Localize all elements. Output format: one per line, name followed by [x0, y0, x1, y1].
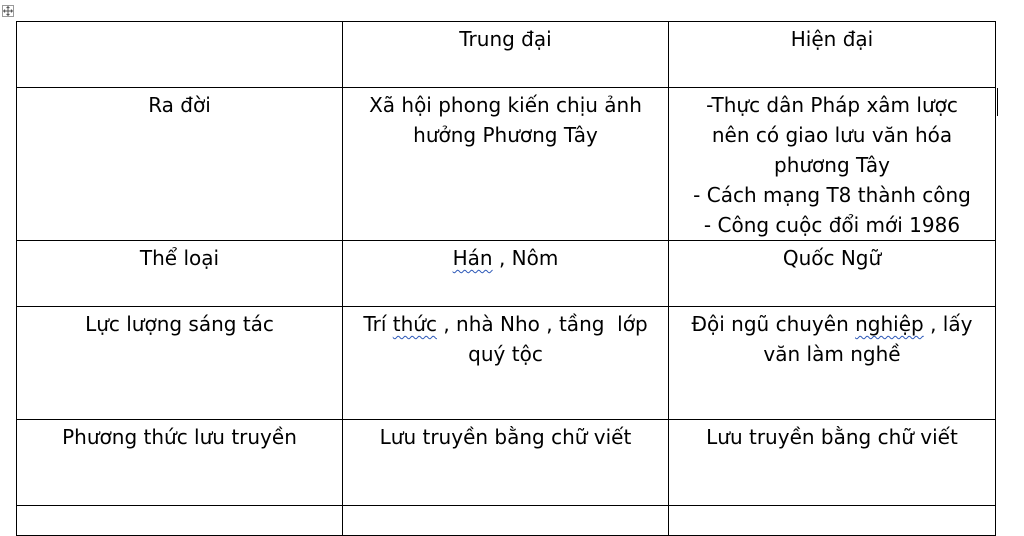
cell-line: -Thực dân Pháp xâm lược	[706, 93, 958, 117]
cell-line: văn làm nghề	[763, 342, 901, 366]
header-cell-hien-dai[interactable]: Hiện đại	[669, 22, 996, 88]
spellcheck-word: nghiệp	[855, 312, 924, 336]
row-label-phuong-thuc-luu-truyen[interactable]: Phương thức lưu truyền	[17, 420, 343, 506]
cell-line: Xã hội phong kiến chịu ảnh	[369, 93, 642, 117]
cell-ra-doi-trung-dai[interactable]	[343, 88, 669, 241]
cell-line: hưởng Phương Tây	[413, 123, 598, 147]
cell-line: phương Tây	[774, 153, 890, 177]
cell-text: , lấy	[923, 312, 973, 336]
cell-text: , nhà Nho , tầng lớp	[436, 312, 648, 336]
table-row	[17, 88, 996, 241]
cell-line	[675, 309, 989, 339]
cell-ra-doi-hien-dai[interactable]	[669, 88, 996, 241]
cell-luc-luong-hien-dai[interactable]	[669, 307, 996, 420]
header-cell-empty[interactable]	[17, 22, 343, 88]
cell-line: nên có giao lưu văn hóa	[711, 123, 953, 147]
table-header-row	[17, 22, 996, 88]
cell-phuong-thuc-hien-dai[interactable]: Lưu truyền bằng chữ viết	[669, 420, 996, 506]
cell-line: - Công cuộc đổi mới 1986	[703, 213, 961, 237]
empty-cell[interactable]	[669, 506, 996, 536]
table-row	[17, 241, 996, 307]
header-cell-trung-dai[interactable]: Trung đại	[343, 22, 669, 88]
table-row	[17, 420, 996, 506]
table-move-handle-icon[interactable]	[2, 5, 14, 17]
cell-text: , Nôm	[492, 246, 559, 270]
row-label-luc-luong-sang-tac[interactable]: Lực lượng sáng tác	[17, 307, 343, 420]
cell-text: Trí	[363, 312, 393, 336]
table-row	[17, 307, 996, 420]
cell-the-loai-hien-dai[interactable]: Quốc Ngữ	[669, 241, 996, 307]
cell-line	[349, 309, 662, 339]
spellcheck-word: thức	[392, 312, 437, 336]
cell-line: - Cách mạng T8 thành công	[693, 183, 971, 207]
empty-cell[interactable]	[17, 506, 343, 536]
cell-the-loai-trung-dai[interactable]	[343, 241, 669, 307]
cell-luc-luong-trung-dai[interactable]	[343, 307, 669, 420]
comparison-table	[16, 21, 996, 536]
row-label-ra-doi[interactable]: Ra đời	[17, 88, 343, 241]
cell-text: Đội ngũ chuyên	[691, 312, 856, 336]
spellcheck-word: Hán	[452, 246, 493, 270]
cell-phuong-thuc-trung-dai[interactable]: Lưu truyền bằng chữ viết	[343, 420, 669, 506]
table-row	[17, 506, 996, 536]
empty-cell[interactable]	[343, 506, 669, 536]
text-cursor	[997, 88, 998, 116]
row-label-the-loai[interactable]: Thể loại	[17, 241, 343, 307]
cell-line: quý tộc	[468, 342, 543, 366]
